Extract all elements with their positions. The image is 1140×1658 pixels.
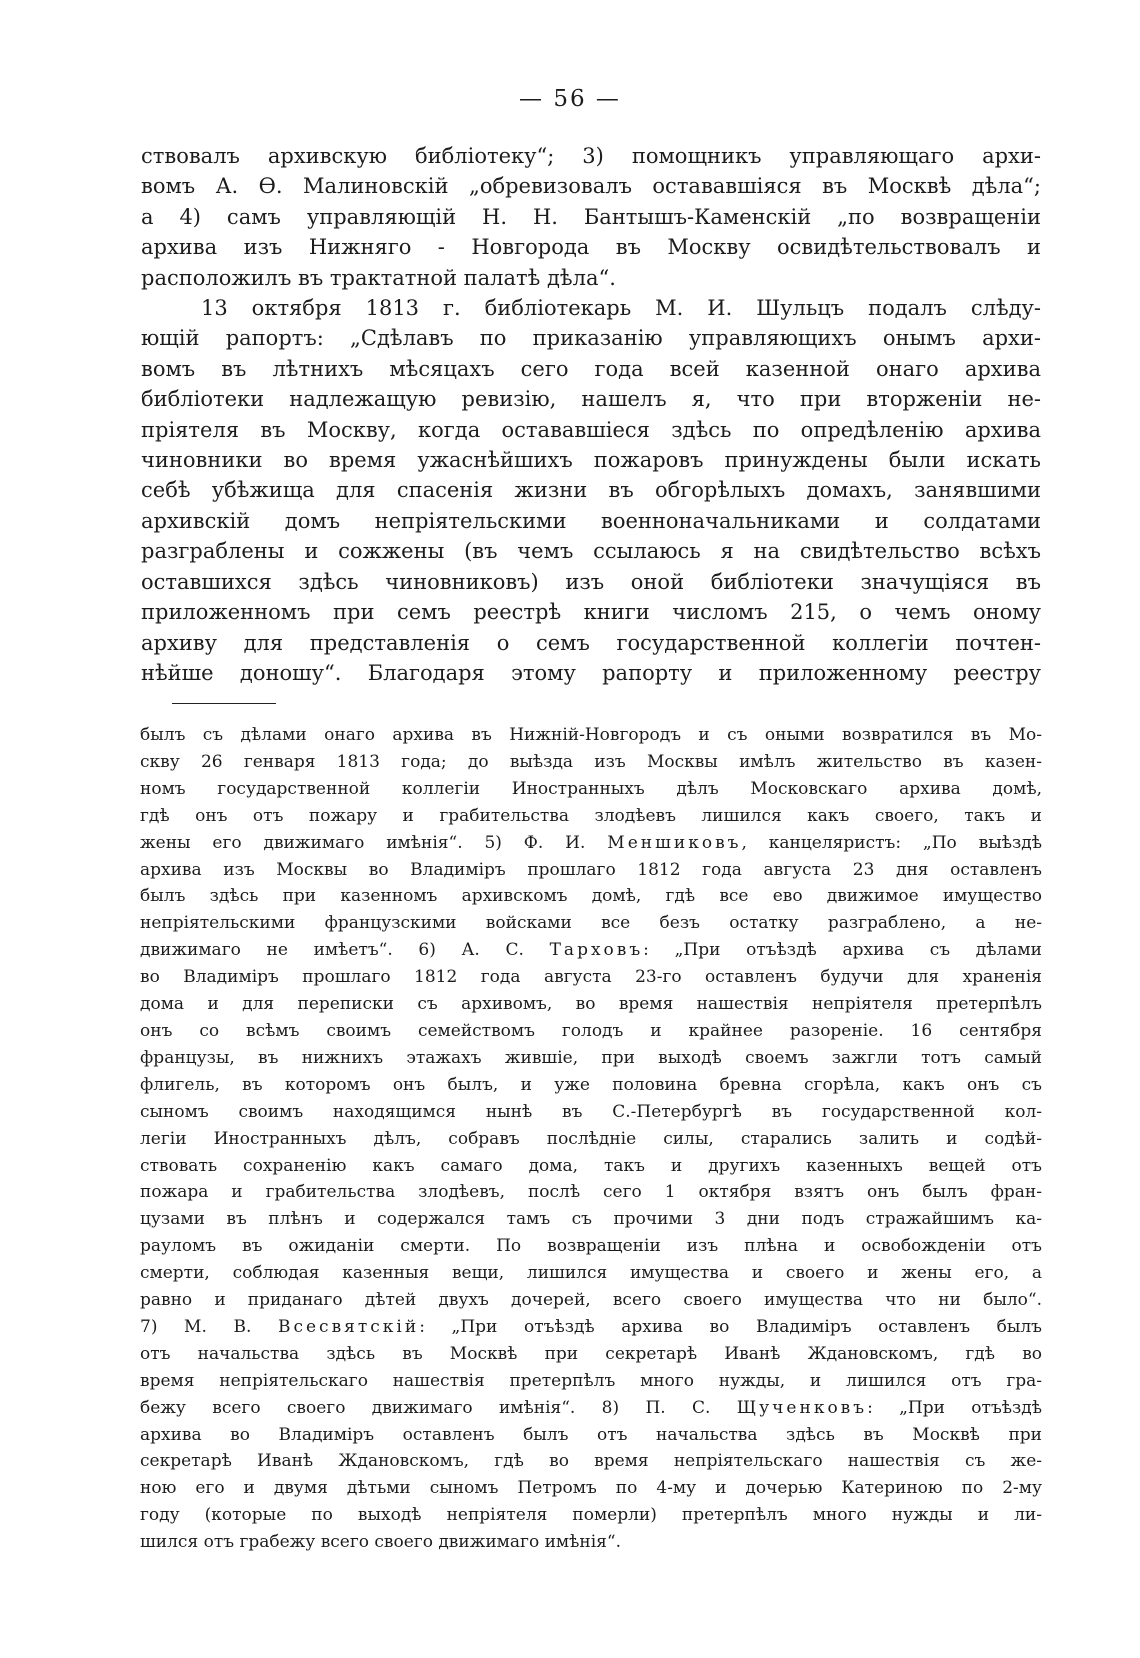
footnote-line bbox=[140, 1314, 1042, 1341]
page-number: — 56 — bbox=[519, 86, 621, 112]
footnote-line: цузами въ плѣнъ и содержался тамъ съ прочими 3 дни подъ стражайшимъ ка- bbox=[140, 1209, 1042, 1230]
footnote-text: движимаго не имѣетъ“. 6) А. С. bbox=[140, 940, 550, 961]
footnote-line: ною его и двумя дѣтьми сыномъ Петромъ по 4-му и дочерью Катериною по 2-му bbox=[140, 1478, 1042, 1499]
footnote-line: во Владиміръ прошлаго 1812 года августа 23-го оставленъ будучи для храненія bbox=[140, 967, 1042, 988]
footnote-line: архива изъ Москвы во Владиміръ прошлаго 1812 года августа 23 дня оставленъ bbox=[140, 859, 1042, 880]
footnote-line: сыномъ своимъ находящимся нынѣ въ С.-Петербургѣ въ государственной кол- bbox=[140, 1101, 1042, 1122]
footnote-line bbox=[140, 1395, 1042, 1422]
person-name: Щученковъ bbox=[736, 1397, 868, 1418]
footnote-line: время непріятельскаго нашествія претерпѣлъ много нужды, и лишился отъ гра- bbox=[140, 1370, 1042, 1391]
footnote-line bbox=[140, 830, 1042, 857]
footnote-line: равно и приданаго дѣтей двухъ дочерей, всего своего имущества что ни было“. bbox=[140, 1290, 1042, 1311]
body-line: 13 октября 1813 г. библіотекарь М. И. Шульцъ подалъ слѣду- bbox=[201, 296, 1041, 321]
footnote-line: былъ съ дѣлами онаго архива въ Нижній-Новгородъ и съ оными возвратился въ Мо- bbox=[140, 725, 1042, 745]
footnote-line: архива во Владиміръ оставленъ былъ отъ начальства здѣсь въ Москвѣ при bbox=[140, 1424, 1042, 1445]
body-line: архива изъ Нижняго - Новгорода въ Москву освидѣтельствовалъ и bbox=[141, 235, 1041, 260]
footnote-line: шился отъ грабежу всего своего движимаго имѣнія“. bbox=[140, 1532, 621, 1553]
footnote bbox=[140, 722, 1042, 1556]
footnote-text: : „При отъѣздѣ архива съ дѣлами bbox=[643, 940, 1042, 961]
footnote-text: жены его движимаго имѣнія“. 5) Ф. И. bbox=[140, 832, 608, 853]
body-line: архиву для представленія о семъ государственной коллегіи почтен- bbox=[141, 630, 1041, 655]
footnote-line: легіи Иностранныхъ дѣлъ, собравъ послѣдніе силы, старались залить и содѣй- bbox=[140, 1128, 1042, 1149]
footnote-line: рауломъ въ ожиданіи смерти. По возвращеніи изъ плѣна и освобожденіи отъ bbox=[140, 1236, 1042, 1257]
footnote-line: непріятельскими французскими войсками все безъ остатку разграблено, а не- bbox=[140, 913, 1042, 934]
body-line: расположилъ въ трактатной палатѣ дѣла“. bbox=[141, 265, 616, 290]
footnote-line: дома и для переписки съ архивомъ, во время нашествія непріятеля претерпѣлъ bbox=[140, 994, 1042, 1015]
body-line: приложенномъ при семъ реестрѣ книги числомъ 215, о чемъ оному bbox=[141, 600, 1041, 625]
footnote-text: : „При отъѣздѣ bbox=[867, 1397, 1043, 1418]
body-line: нѣйше доношу“. Благодаря этому рапорту и приложенному реестру bbox=[141, 660, 1041, 685]
footnote-line: секретарѣ Иванѣ Ждановскомъ, гдѣ во время непріятельскаго нашествія съ же- bbox=[140, 1451, 1042, 1472]
footnote-text: : „При отъѣздѣ архива во Владиміръ оставленъ былъ bbox=[419, 1316, 1042, 1337]
footnote-text: 7) М. В. bbox=[140, 1316, 278, 1337]
footnote-line: флигель, въ которомъ онъ былъ, и уже половина бревна сгорѣла, какъ онъ съ bbox=[140, 1074, 1042, 1095]
footnote-text: , канцеляристъ: „По выѣздѣ bbox=[741, 832, 1043, 853]
footnote-line: номъ государственной коллегіи Иностранныхъ дѣлъ Московскаго архива домѣ, bbox=[140, 778, 1042, 799]
person-name: Меншиковъ bbox=[607, 832, 742, 853]
footnote-line: скву 26 генваря 1813 года; до выѣзда изъ Москвы имѣлъ жительство въ казен- bbox=[140, 751, 1042, 772]
person-name: Всесвятскій bbox=[277, 1316, 420, 1337]
footnote-line: пожара и грабительства злодѣевъ, послѣ сего 1 октября взятъ онъ былъ фран- bbox=[140, 1182, 1042, 1203]
person-name: Тарховъ bbox=[549, 940, 644, 961]
body-line: вомъ въ лѣтнихъ мѣсяцахъ сего года всей казенной онаго архива bbox=[141, 356, 1041, 381]
footnote-line: онъ со всѣмъ своимъ семействомъ голодъ и крайнее разореніе. 16 сентября bbox=[140, 1020, 1042, 1041]
footnote-line: смерти, соблюдая казенныя вещи, лишился имущества и своего и жены его, а bbox=[140, 1263, 1042, 1284]
body-line: ствовалъ архивскую библіотеку“; 3) помощникъ управляющаго архи- bbox=[141, 144, 1041, 168]
body-line: вомъ А. Ѳ. Малиновскій „обревизовалъ остававшіяся въ Москвѣ дѣла“; bbox=[141, 174, 1041, 199]
body-line: оставшихся здѣсь чиновниковъ) изъ оной библіотеки значущіяся въ bbox=[141, 569, 1041, 594]
footnote-text: бежу всего своего движимаго имѣнія“. 8) П. С. bbox=[140, 1397, 737, 1418]
footnote-line: былъ здѣсь при казенномъ архивскомъ домѣ, гдѣ все ево движимое имущество bbox=[140, 886, 1042, 907]
footnote-line bbox=[140, 937, 1042, 964]
footnote-line: году (которые по выходѣ непріятеля померли) претерпѣлъ много нужды и ли- bbox=[140, 1505, 1042, 1526]
body-line: архивскій домъ непріятельскими военноначальниками и солдатами bbox=[141, 508, 1041, 533]
footnote-divider bbox=[172, 703, 276, 704]
body-line: ющій рапортъ: „Сдѣлавъ по приказанію управляющихъ онымъ архи- bbox=[141, 326, 1041, 351]
main-text bbox=[141, 141, 1041, 688]
body-line: библіотеки надлежащую ревизію, нашелъ я, что при вторженіи не- bbox=[141, 387, 1041, 412]
footnote-line: французы, въ нижнихъ этажахъ жившіе, при выходѣ своемъ зажгли тотъ самый bbox=[140, 1047, 1042, 1068]
body-line: разграблены и сожжены (въ чемъ ссылаюсь я на свидѣтельство всѣхъ bbox=[141, 539, 1041, 564]
body-line: чиновники во время ужаснѣйшихъ пожаровъ принуждены были искать bbox=[141, 448, 1041, 473]
footnote-line: отъ начальства здѣсь въ Москвѣ при секретарѣ Иванѣ Ждановскомъ, гдѣ во bbox=[140, 1343, 1042, 1364]
body-line: пріятеля въ Москву, когда остававшіеся здѣсь по опредѣленію архива bbox=[141, 417, 1041, 442]
footnote-line: ствовать сохраненію какъ самаго дома, такъ и другихъ казенныхъ вещей отъ bbox=[140, 1155, 1042, 1176]
body-line: себѣ убѣжища для спасенія жизни въ обгорѣлыхъ домахъ, занявшими bbox=[141, 478, 1041, 503]
body-line: а 4) самъ управляющій Н. Н. Бантышъ-Каменскій „по возвращеніи bbox=[141, 204, 1041, 229]
footnote-line: гдѣ онъ отъ пожару и грабительства злодѣевъ лишился какъ своего, такъ и bbox=[140, 805, 1042, 826]
